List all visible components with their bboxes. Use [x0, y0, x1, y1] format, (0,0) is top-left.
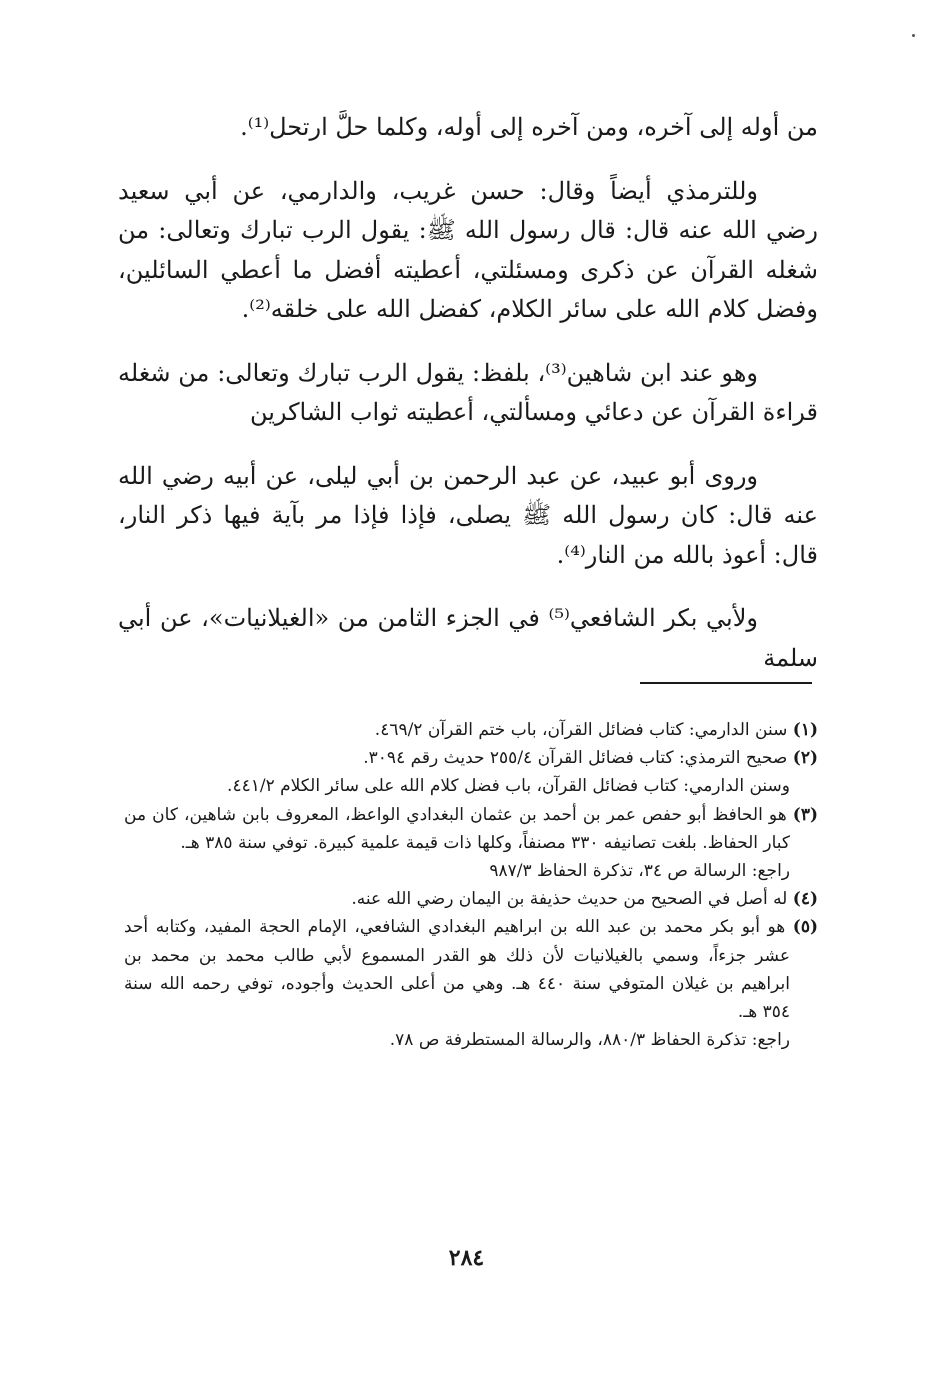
footnote-text: وسنن الدارمي: كتاب فضائل القرآن، باب فضل كلام الله على سائر الكلام ٤٤١/٢. [227, 776, 790, 797]
footnote-3 [124, 801, 818, 857]
page-number: ٢٨٤ [448, 1245, 485, 1271]
footnote-number: (١) [792, 720, 818, 740]
footnote-text: له أصل في الصحيح من حديث حذيفة بن اليمان رضي الله عنه. [351, 889, 788, 910]
footnote-text: هو الحافظ أبو حفص عمر بن أحمد بن عثمان البغدادي الواعظ، المعروف بابن شاهين، كان من كبار الحفاظ. بلغت تصانيفه ٣٣٠ مصنفاً، وكلها ذات قيمة علمية كبيرة. توفي سنة ٣٨٥ هـ. [124, 804, 790, 853]
footnote-text: راجع: الرسالة ص ٣٤، تذكرة الحفاظ ٩٨٧/٣ [489, 861, 790, 882]
footnote-5-reference [124, 1026, 818, 1054]
footnote-4 [124, 885, 818, 913]
footnote-1 [124, 716, 818, 744]
footnote-5 [124, 913, 818, 1026]
footnote-2-continued [124, 772, 818, 800]
footnote-text: هو أبو بكر محمد بن عبد الله بن ابراهيم البغدادي الشافعي، الإمام الحجة المفيد، وكتابه أحد عشر جزءاً، وسمي بالغيلانيات لأن ذلك هو القدر المسموع لأبي طالب محمد بن محمد بن ابراهيم بن غيلان المتوفي سنة ٤٤٠ هـ. وهي من أعلى الحديث وأجوده، توفي رحمه الله سنة ٣٥٤ هـ. [124, 917, 790, 1023]
footnote-text: راجع: تذكرة الحفاظ ٨٨٠/٣، والرسالة المستطرفة ص ٧٨. [389, 1030, 790, 1051]
footnotes [124, 716, 818, 1054]
footnote-number: (٥) [792, 917, 818, 938]
footnote-separator [640, 682, 812, 684]
paragraph-4: وروى أبو عبيد، عن عبد الرحمن بن أبي ليلى، عن أبيه رضي الله عنه قال: كان رسول الله ﷺ يصلى، فإذا فإذا مر بآية فيها ذكر النار، قال: أعوذ بالله من النار⁽⁴⁾. [118, 461, 818, 569]
footnote-text: صحيح الترمذي: كتاب فضائل القرآن ٢٥٥/٤ حديث رقم ٣٠٩٤. [363, 748, 788, 769]
paragraph-2: وللترمذي أيضاً وقال: حسن غريب، والدارمي، عن أبي سعيد رضي الله عنه قال: قال رسول الله ﷺ: يقول الرب تبارك وتعالى: من شغله القرآن عن ذكرى ومسئلتي، أعطيته أفضل ما أعطي السائلين، وفضل كلام الله على سائر الكلام، كفضل الله على خلقه⁽²⁾. [118, 176, 818, 323]
paragraph-1: من أوله إلى آخره، ومن آخره إلى أوله، وكلما حلَّ ارتحل⁽¹⁾. [240, 113, 818, 141]
footnote-3-reference [124, 857, 818, 885]
footnote-2 [124, 744, 818, 772]
footnote-text: سنن الدارمي: كتاب فضائل القرآن، باب ختم القرآن ٤٦٩/٢. [374, 720, 788, 740]
main-text [118, 108, 818, 702]
scan-speck [912, 34, 915, 37]
footnote-number: (٤) [792, 889, 818, 910]
footnote-number: (٣) [792, 804, 818, 825]
footnote-number: (٢) [792, 748, 818, 769]
paragraph-5: ولأبي بكر الشافعي⁽⁵⁾ في الجزء الثامن من «الغيلانيات»، عن أبي سلمة [118, 604, 818, 672]
paragraph-3: وهو عند ابن شاهين⁽³⁾، بلفظ: يقول الرب تبارك وتعالى: من شغله قراءة القرآن عن دعائي ومسألتي، أعطيته ثواب الشاكرين [118, 358, 818, 426]
